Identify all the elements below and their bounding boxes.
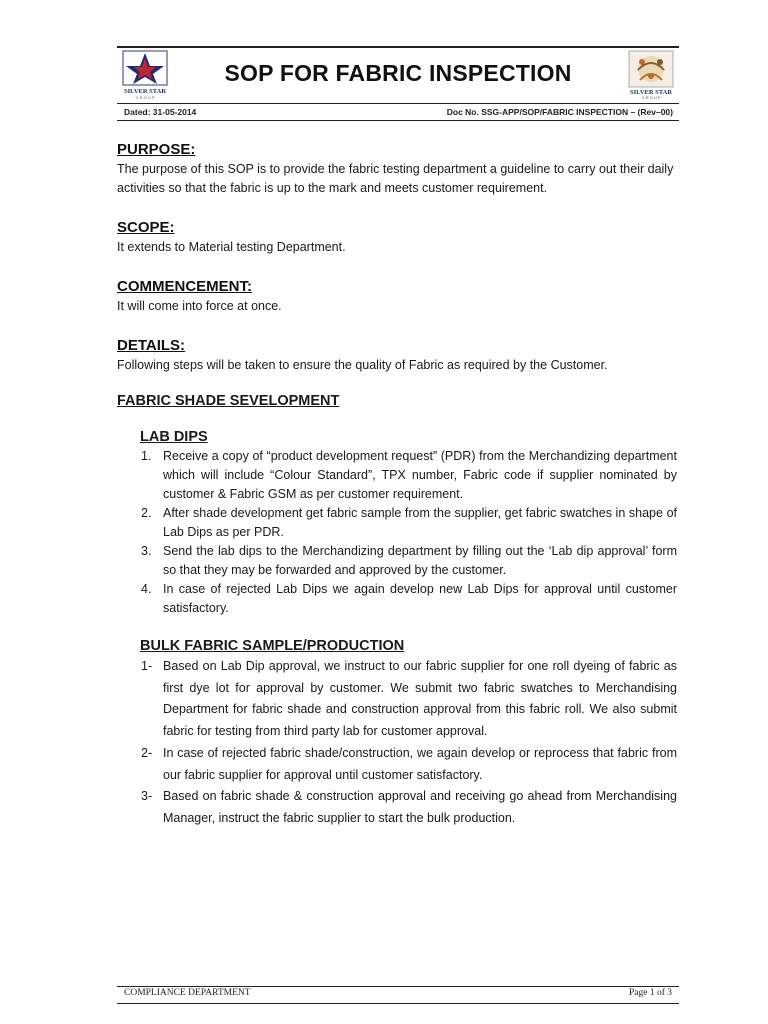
svg-text:G R O U P: G R O U P (135, 95, 155, 100)
footer-bottom-rule (117, 1003, 679, 1004)
document-title: SOP FOR FABRIC INSPECTION (224, 60, 572, 86)
header-bottom-rule (117, 120, 679, 121)
header-middle-rule (117, 103, 679, 104)
commencement-heading: COMMENCEMENT: (117, 278, 252, 295)
purpose-heading: PURPOSE: (117, 141, 196, 158)
silver-star-logo-right (628, 50, 674, 100)
footer-department: COMPLIANCE DEPARTMENT (124, 988, 251, 998)
silver-star-logo-left (122, 50, 168, 100)
list-item: 3. Send the lab dips to the Merchandizing department by filling out the ‘Lab dip approval’ form so that they may be forwarded and approved by the customer. (141, 544, 677, 577)
footer-page-number: Page 1 of 3 (628, 988, 672, 998)
list-item: 3- Based on fabric shade & construction approval and receiving go ahead from Merchandising Manager, instruct the fabric supplier to start the bulk production. (141, 789, 677, 825)
footer-top-rule (117, 986, 679, 987)
section-commencement (117, 277, 677, 316)
section-purpose (117, 140, 677, 198)
section-details (117, 336, 677, 375)
document-date: Dated: 31-05-2014 (124, 107, 197, 117)
fabric-shade-heading: FABRIC SHADE SEVELOPMENT (117, 393, 340, 409)
bulk-fabric-heading: BULK FABRIC SAMPLE/PRODUCTION (140, 638, 405, 654)
svg-text:G R O U P: G R O U P (641, 95, 661, 100)
details-heading: DETAILS: (117, 337, 186, 354)
list-item: 1- Based on Lab Dip approval, we instruct to our fabric supplier for one roll dyeing of fabric as first dye lot for approval by customer. We submit two fabric swatches to Merchandising Department for fabric shade and construction approval from this fabric roll. We also submit fabric for testing from third party lab for customer approval. (141, 659, 677, 739)
svg-text:SILVER STAR: SILVER STAR (629, 89, 673, 96)
section-scope (117, 218, 677, 257)
header-top-rule (117, 46, 679, 48)
list-item: 4. In case of rejected Lab Dips we again develop new Lab Dips for approval until customer satisfactory. (141, 582, 677, 615)
document-number: Doc No. SSG-APP/SOP/FABRIC INSPECTION – (Rev–00) (446, 107, 673, 117)
purpose-text: The purpose of this SOP is to provide the fabric testing department a guideline to carry out their daily activities so that the fabric is up to the mark and meets customer requirement. (117, 162, 674, 195)
list-item: 2- In case of rejected fabric shade/construction, we again develop or reprocess that fabric from our fabric supplier for approval until customer satisfactory. (141, 745, 677, 782)
lab-dips-heading: LAB DIPS (140, 429, 208, 445)
list-item: 2. After shade development get fabric sample from the supplier, get fabric swatches in shape of Lab Dips as per PDR. (141, 506, 677, 539)
details-text: Following steps will be taken to ensure the quality of Fabric as required by the Customer. (117, 358, 608, 372)
list-item: 1. Receive a copy of “product development request” (PDR) from the Merchandizing department which will include “Colour Standard”, TPX number, Fabric code if supplier nominated by customer & Fabric GSM as per customer requirement. (141, 449, 677, 501)
bulk-fabric-list (117, 656, 677, 830)
scope-heading: SCOPE: (117, 219, 175, 236)
section-bulk-fabric (117, 636, 677, 656)
document-body (117, 140, 677, 830)
lab-dips-list (117, 447, 677, 618)
svg-text:SILVER STAR: SILVER STAR (123, 88, 167, 95)
section-lab-dips (117, 427, 677, 447)
scope-text: It extends to Material testing Department. (117, 240, 346, 254)
section-fabric-shade (117, 391, 677, 411)
commencement-text: It will come into force at once. (117, 299, 282, 313)
